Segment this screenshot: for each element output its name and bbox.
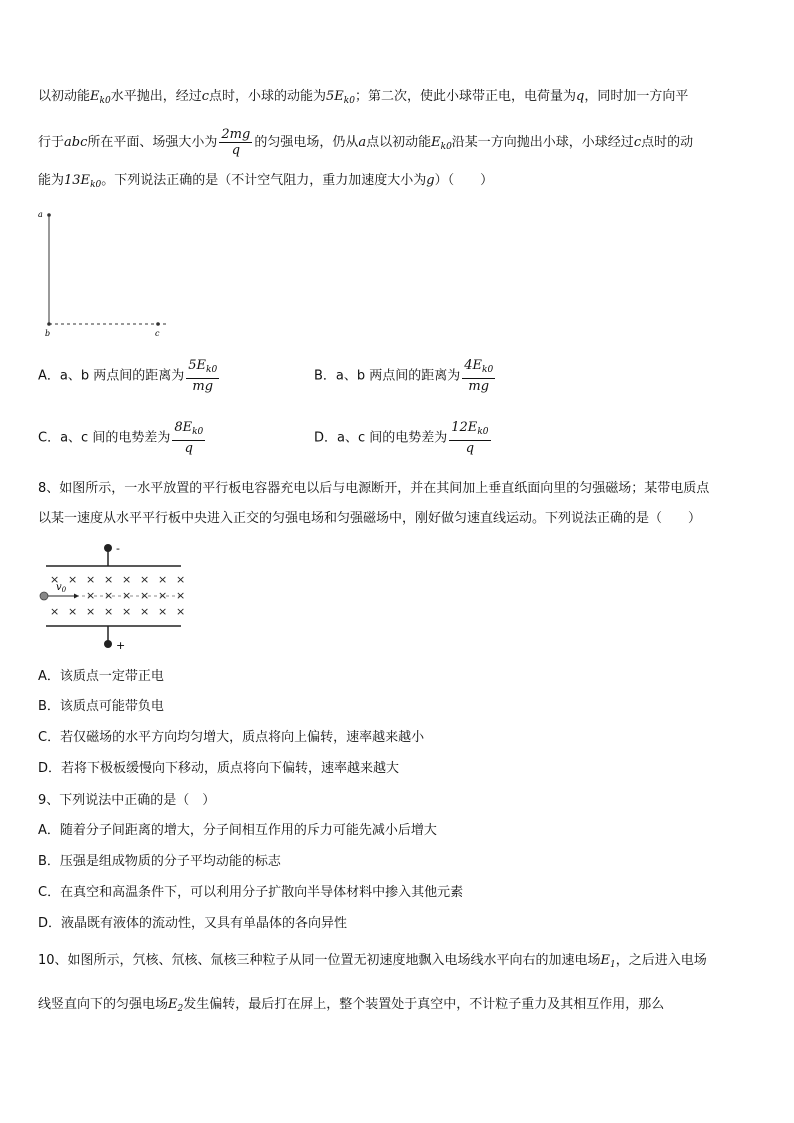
q7-diagram [36,206,176,338]
label-c: c [155,329,160,338]
q10-text: ，之后进入电场 [615,953,707,968]
option-text: C．a、c 间的电势差为 [38,430,171,446]
q7-option-b[interactable] [314,358,497,394]
q9-option-b[interactable]: B．压强是组成物质的分子平均动能的标志 [38,854,281,869]
field-cross-mark: × [50,573,60,586]
q10-text: 发生偏转，最后打在屏上，整个装置处于真空中，不计粒子重力及其相互作用，那么 [183,997,665,1012]
field-cross-mark: × [86,605,96,618]
field-cross-mark: × [122,605,132,618]
q7-text: 所在平面、场强大小为 [87,135,218,150]
point-c: c [201,89,209,104]
q8-capacitor-diagram [36,538,186,656]
q7-text: ；第二次，使此小球带正电，电荷量为 [354,89,576,104]
q7-option-a[interactable] [38,358,221,394]
q8-option-b[interactable]: B．该质点可能带负电 [38,699,164,714]
q7-text: ，同时加一方向平 [584,89,689,104]
q9-option-d[interactable]: D．液晶既有液体的流动性，又具有单晶体的各向异性 [38,916,348,931]
field-cross-mark: × [176,573,186,586]
v0-label: $v_0$ [56,582,67,594]
q9-stem: 9、下列说法中正确的是（ ） [38,793,216,808]
point-b-dot [47,322,51,326]
option-text: B．a、b 两点间的距离为 [314,368,461,384]
q7-text: 点时的动 [641,135,694,150]
q7-text: ）（ ） [434,173,494,188]
field-cross-mark: × [158,573,168,586]
q7-text: 行于 [38,135,65,150]
q10-text: 10、如图所示，氕核、氘核、氚核三种粒子从同一位置无初速度地飘入电场线水平向右的加速电场 [38,953,601,968]
five-ek0: $5E_{k0}$ [326,89,355,106]
charge-q: q [575,89,585,104]
field-cross-mark: × [86,589,96,602]
field-cross-mark: × [50,605,60,618]
plus-sign: + [116,639,126,652]
field-cross-mark: × [140,589,150,602]
field-cross-mark: × [68,605,78,618]
q10-text: 线竖直向下的匀强电场 [38,997,169,1012]
q8-option-d[interactable]: D．若将下极板缓慢向下移动，质点将向下偏转，速率越来越大 [38,761,400,776]
q8-stem-line-2: 以某一速度从水平平行板中央进入正交的匀强电场和匀强磁场中，刚好做匀速直线运动。下列说法正确的是（ ） [38,511,702,526]
point-c-dot [156,322,160,326]
q7-stem-line-3 [38,172,493,194]
ek0-symbol: $E_{k0}$ [90,89,111,106]
option-text: D．a、c 间的电势差为 [314,430,448,446]
label-b: b [45,329,51,338]
charged-particle [40,592,48,600]
triangle-abc: abc [64,135,88,150]
option-c-fraction: $\frac{8E_{k0}}{q}$ [174,420,204,456]
field-cross-mark: × [140,605,150,618]
q7-stem-line-2 [38,124,693,166]
option-a-fraction: $\frac{5E_{k0}}{mg}$ [188,358,218,394]
q10-stem-line-1 [38,952,707,974]
velocity-arrowhead [74,594,79,599]
field-cross-mark: × [104,605,114,618]
q7-text: 。下列说法正确的是（不计空气阻力，重力加速度大小为 [101,173,427,188]
q10-stem-line-2 [38,996,664,1018]
bottom-terminal [104,640,112,648]
field-cross-mark: × [86,573,96,586]
q7-text: 点以初动能 [366,135,432,150]
field-cross-mark: × [176,589,186,602]
q7-stem-line-1 [38,88,688,110]
field-cross-mark: × [122,573,132,586]
option-b-fraction: $\frac{4E_{k0}}{mg}$ [464,358,494,394]
q8-option-c[interactable]: C．若仅磁场的水平方向均匀增大，质点将向上偏转，速率越来越小 [38,730,425,745]
q9-option-c[interactable]: C．在真空和高温条件下，可以利用分子扩散向半导体材料中掺入其他元素 [38,885,464,900]
point-a: a [358,135,367,150]
field-cross-mark: × [68,573,78,586]
q7-text: 以初动能 [38,89,91,104]
q9-option-a[interactable]: A．随着分子间距离的增大，分子间相互作用的斥力可能先减小后增大 [38,823,437,838]
field-cross-mark: × [122,589,132,602]
q8-option-a[interactable]: A．该质点一定带正电 [38,669,164,684]
field-cross-mark: × [158,589,168,602]
field-cross-mark: × [176,605,186,618]
q7-text: 水平抛出，经过 [110,89,202,104]
field-e1: $E_1$ [600,953,616,970]
q7-text: 沿某一方向抛出小球，小球经过 [451,135,634,150]
field-cross-mark: × [158,605,168,618]
q7-text: 能为 [38,173,65,188]
gravity-g: g [426,173,435,188]
minus-sign: - [116,542,120,555]
field-fraction: $\frac{2mg}{q}$ [221,127,251,158]
ek0-symbol: $E_{k0}$ [431,135,452,152]
field-cross-mark: × [140,573,150,586]
thirteen-ek0: $13E_{k0}$ [64,173,102,190]
field-cross-mark: × [104,573,114,586]
q7-option-c[interactable] [38,420,207,456]
field-e2: $E_2$ [168,997,184,1014]
q7-option-d[interactable] [314,420,493,456]
point-a-dot [47,213,51,217]
q8-stem-line-1: 8、如图所示，一水平放置的平行板电容器充电以后与电源断开，并在其间加上垂直纸面向里的匀强磁场；某带电质点 [38,481,710,496]
field-cross-mark: × [104,589,114,602]
option-text: A．a、b 两点间的距离为 [38,368,185,384]
q7-text: 的匀强电场，仍从 [254,135,359,150]
q7-text: 点时，小球的动能为 [209,89,327,104]
option-d-fraction: $\frac{12E_{k0}}{q}$ [451,420,489,456]
point-c: c [633,135,642,150]
label-a: a [38,210,43,219]
